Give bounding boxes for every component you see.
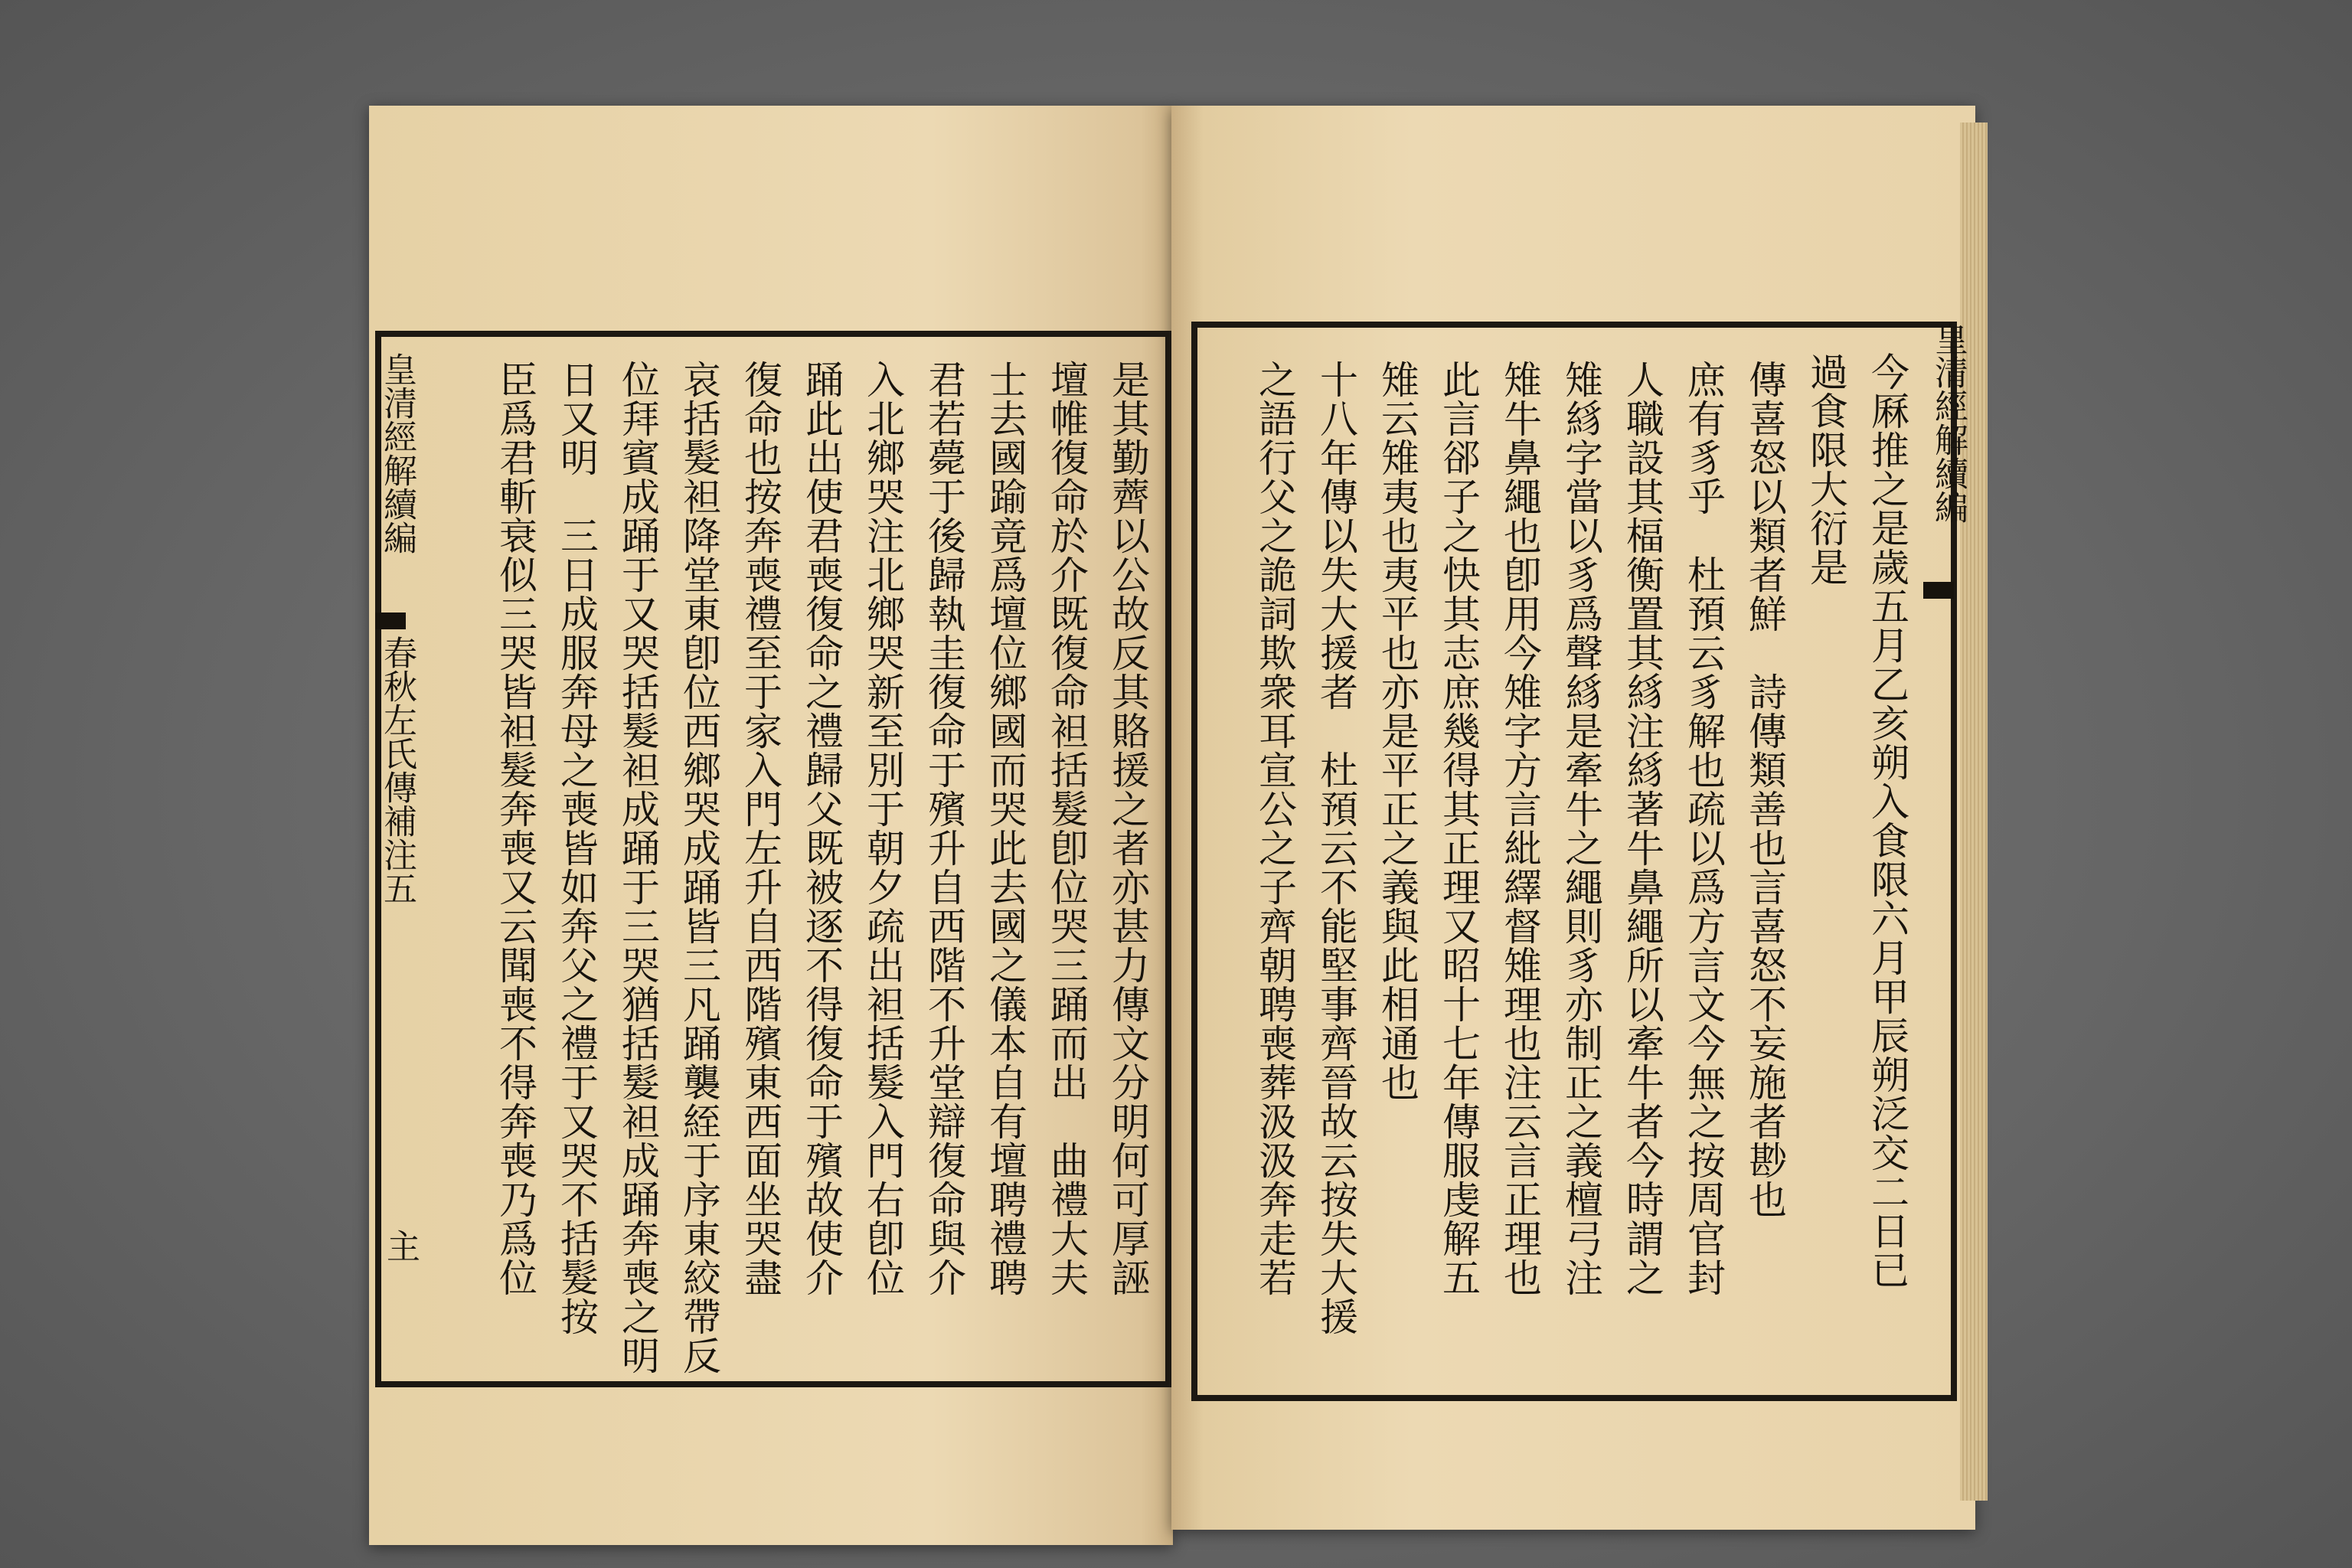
right-col-8: 此言郤子之快其志庶幾得其正理又昭十七年傳服虔解五 <box>1436 360 1481 1297</box>
left-col-10: 日又明 三日成服奔母之喪皆如奔父之禮于又哭不括髮按 <box>554 360 599 1336</box>
right-col-10: 十八年傳以失大援者 杜預云不能堅事齊晉故云按失大援 <box>1314 360 1358 1336</box>
left-margin-chapter: 春秋左氏傳補注五 <box>377 635 416 905</box>
left-col-8: 哀括髮袒降堂東卽位西鄉哭成踊皆三凡踊襲絰于序東絞帶反 <box>677 360 721 1375</box>
fish-tail-mark-right <box>1923 582 1954 599</box>
right-col-4: 庶有豸乎 杜預云豸解也疏以爲方言文今無之按周官封 <box>1681 360 1726 1297</box>
left-col-9: 位拜賓成踊于又哭括髮袒成踊于三哭猶括髮袒成踊奔喪之明 <box>616 360 660 1375</box>
left-col-2: 壇帷復命於介既復命袒括髮卽位哭三踊而出 曲禮大夫 <box>1044 360 1089 1297</box>
right-col-9: 雉云雉夷也夷平也亦是平正之義與此相通也 <box>1375 360 1419 1102</box>
right-col-5: 人職設其楅衡置其絼注絼著牛鼻繩所以牽牛者今時謂之 <box>1620 360 1664 1297</box>
left-col-7: 復命也按奔喪禮至于家入門左升自西階殯東西面坐哭盡 <box>738 360 782 1297</box>
fish-tail-mark <box>375 612 406 629</box>
leaf-number: 主 <box>381 1229 420 1263</box>
left-margin-title: 皇清經解續編 <box>377 352 416 554</box>
right-col-3: 傳喜怒以類者鮮 詩傳類善也言喜怒不妄施者尠也 <box>1743 360 1787 1219</box>
right-col-6: 雉絼字當以豸爲聲絼是牽牛之繩則豸亦制正之義檀弓注 <box>1559 360 1603 1297</box>
left-col-3: 士去國踰竟爲壇位鄉國而哭此去國之儀本自有壇聘禮聘 <box>983 360 1027 1297</box>
right-col-7: 雉牛鼻繩也卽用今雉字方言紕繹督雉理也注云言正理也 <box>1498 360 1542 1297</box>
left-col-6: 踊此出使君喪復命之禮歸父既被逐不得復命于殯故使介 <box>799 360 844 1297</box>
left-col-1: 是其勤薺以公故反其賂援之者亦甚力傳文分明何可厚誣 <box>1106 360 1150 1297</box>
left-col-4: 君若薨于後歸執圭復命于殯升自西階不升堂辯復命與介 <box>922 360 966 1297</box>
right-col-11: 之語行父之詭詞欺衆耳宣公之子齊朝聘喪葬汲汲奔走若 <box>1253 360 1297 1297</box>
right-col-2: 過食限大衍是 <box>1804 352 1848 586</box>
right-col-1: 今厤推之是歲五月乙亥朔入食限六月甲辰朔泛交二日已 <box>1865 352 1909 1289</box>
left-col-5: 入北鄉哭注北鄉哭新至別于朝夕疏出袒括髮入門右卽位 <box>861 360 905 1297</box>
left-col-11: 臣爲君斬衰似三哭皆袒髮奔喪又云聞喪不得奔喪乃爲位 <box>493 360 537 1297</box>
right-margin-title: 皇清經解續編 <box>1929 322 1968 524</box>
